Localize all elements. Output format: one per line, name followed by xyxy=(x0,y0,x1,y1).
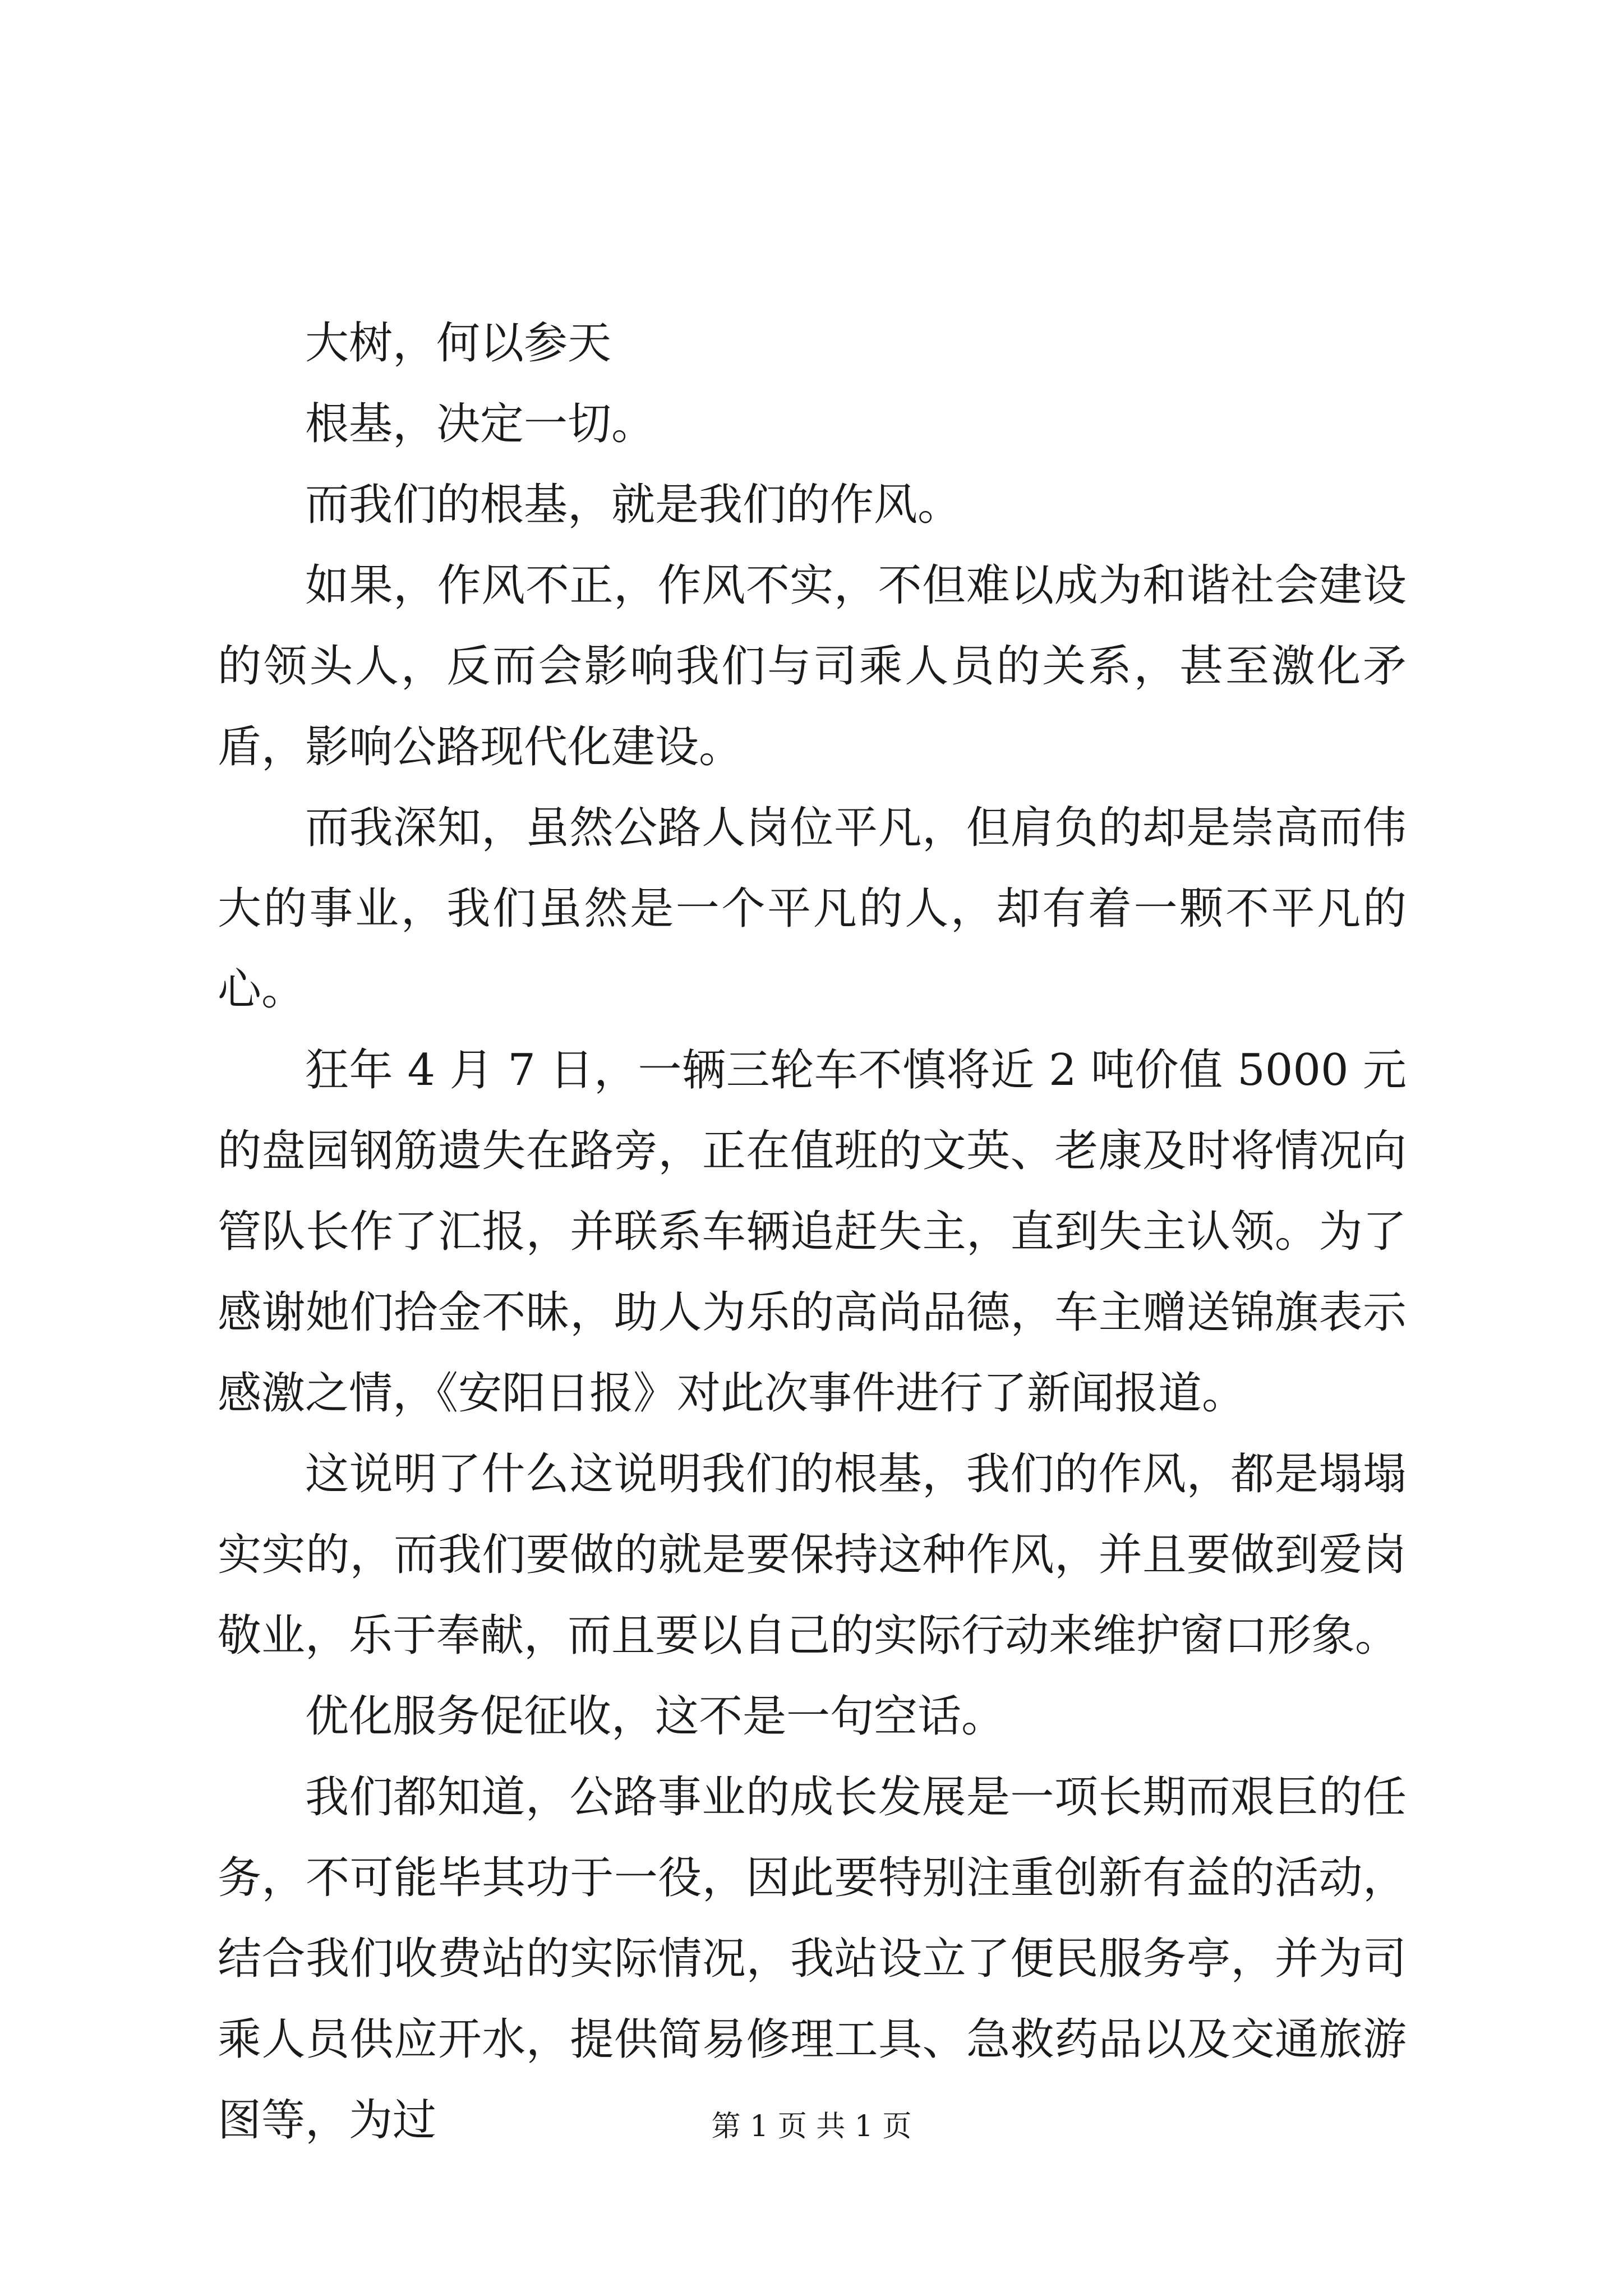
document-body xyxy=(218,303,1407,2161)
paragraph: 优化服务促征收，这不是一句空话。 xyxy=(305,1691,1006,1742)
paragraph: 我们都知道，公路事业的成长发展是一项长期而艰巨的任务，不可能毕其功于一役，因此要特别注重创新有益的活动，结合我们收费站的实际情况，我站设立了便民服务亭，并为司乘人员供应开水，提供简易修理工具、急救药品以及交通旅游图等，为过 xyxy=(218,1772,1407,2146)
paragraph: 而我们的根基，就是我们的作风。 xyxy=(305,480,962,530)
paragraph: 而我深知，虽然公路人岗位平凡，但肩负的却是崇高而伟大的事业，我们虽然是一个平凡的人，却有着一颗不平凡的心。 xyxy=(218,803,1407,1015)
paragraph: 如果，作风不正，作风不实，不但难以成为和谐社会建设的领头人，反而会影响我们与司乘人员的关系，甚至激化矛盾，影响公路现代化建设。 xyxy=(218,560,1407,772)
paragraph: 狂年 4 月 7 日，一辆三轮车不慎将近 2 吨价值 5000 元的盘园钢筋遗失在路旁，正在值班的文英、老康及时将情况向管队长作了汇报，并联系车辆追赶失主，直到失主认领。为了感谢她们拾金不昧，助人为乐的高尚品德，车主赠送锦旗表示感激之情，《安阳日报》对此次事件进行了新闻报道。 xyxy=(218,1045,1407,1419)
paragraph: 根基，决定一切。 xyxy=(305,399,656,449)
page-number-footer: 第 1 页 共 1 页 xyxy=(711,2110,912,2143)
paragraph: 这说明了什么这说明我们的根基，我们的作风，都是塌塌实实的，而我们要做的就是要保持这种作风，并且要做到爱岗敬业，乐于奉献，而且要以自己的实际行动来维护窗口形象。 xyxy=(218,1449,1407,1661)
paragraph: 大树，何以参天 xyxy=(305,318,612,369)
